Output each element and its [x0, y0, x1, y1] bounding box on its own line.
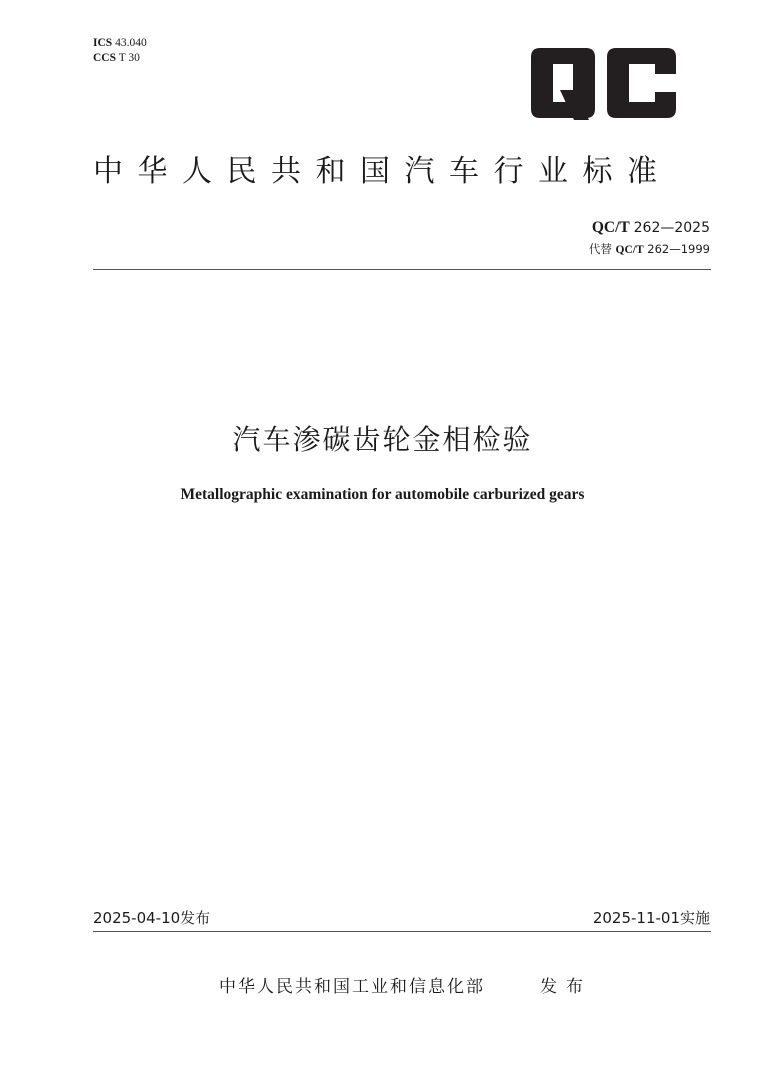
standard-number — [592, 219, 710, 237]
qc-logo — [529, 46, 677, 120]
replaces-prefix: QC/T — [615, 244, 644, 256]
replaces-value: 262—1999 — [647, 242, 710, 256]
publish-date: 2025-04-10发布 — [93, 909, 211, 927]
standard-number-prefix: QC/T — [591, 219, 630, 236]
ics-code — [93, 36, 147, 51]
implement-date: 2025-11-01实施 — [592, 909, 710, 927]
ccs-label: CCS — [93, 52, 117, 64]
ics-value: 43.040 — [115, 37, 147, 49]
ics-label: ICS — [93, 37, 113, 49]
issue-label: 发布 — [540, 977, 592, 997]
standard-number-value: 262—2025 — [633, 220, 710, 236]
ccs-code — [93, 51, 147, 66]
issuing-authority: 中华人民共和国工业和信息化部 — [219, 977, 485, 997]
replaces-label: 代替 — [588, 242, 612, 256]
header-divider — [93, 269, 711, 270]
standard-title-cn: 中华人民共和国汽车行业标准 — [93, 154, 672, 189]
classification-codes — [93, 36, 147, 66]
footer-divider — [93, 931, 711, 932]
document-title-cn: 汽车渗碳齿轮金相检验 — [232, 423, 533, 456]
document-title-en: Metallographic examination for automobile carburized gears — [180, 486, 585, 503]
ccs-value: T 30 — [118, 52, 140, 64]
replaces-standard — [589, 241, 710, 257]
